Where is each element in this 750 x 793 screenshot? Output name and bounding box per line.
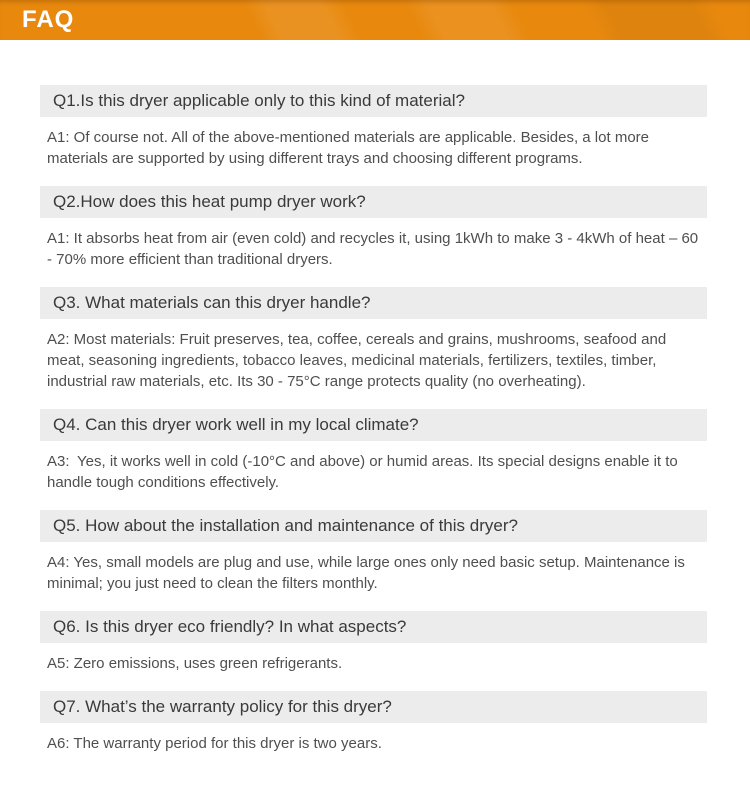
question-bar: Q6. Is this dryer eco friendly? In what aspects? xyxy=(40,611,707,643)
page-title: FAQ xyxy=(22,6,75,33)
question-bar: Q5. How about the installation and maintenance of this dryer? xyxy=(40,510,707,542)
faq-item-2 xyxy=(40,186,707,270)
faq-item-3 xyxy=(40,287,707,392)
faq-item-5 xyxy=(40,510,707,594)
faq-item-1 xyxy=(40,85,707,169)
answer-text: A4: Yes, small models are plug and use, while large ones only need basic setup. Maintenance is minimal; you just need to clean the filters monthly. xyxy=(47,554,685,592)
faq-banner xyxy=(0,0,750,40)
faq-item-7 xyxy=(40,691,707,754)
question-bar: Q2.How does this heat pump dryer work? xyxy=(40,186,707,218)
faq-list xyxy=(40,85,707,754)
answer-text: A5: Zero emissions, uses green refrigerants. xyxy=(47,655,343,672)
question-bar: Q7. What’s the warranty policy for this dryer? xyxy=(40,691,707,723)
answer-text: A6: The warranty period for this dryer is two years. xyxy=(47,735,382,752)
question-bar: Q1.Is this dryer applicable only to this kind of material? xyxy=(40,85,707,117)
question-bar: Q4. Can this dryer work well in my local climate? xyxy=(40,409,707,441)
answer-text: A1: It absorbs heat from air (even cold) and recycles it, using 1kWh to make 3 - 4kWh of heat – 60 - 70% more efficient than traditional dryers. xyxy=(47,230,699,268)
answer-text: A2: Most materials: Fruit preserves, tea, coffee, cereals and grains, mushrooms, seafood and meat, seasoning ingredients, tobacco leaves, medicinal materials, fertilizers, textiles, timber, industrial raw materials, etc. Its 30 - 75°C range protects quality (no overheating). xyxy=(47,331,667,390)
answer-text: A3: Yes, it works well in cold (-10°C and above) or humid areas. Its special designs enable it to handle tough conditions effectively. xyxy=(47,453,678,491)
answer-text: A1: Of course not. All of the above-mentioned materials are applicable. Besides, a lot more materials are supported by using different trays and choosing different programs. xyxy=(47,129,649,167)
question-bar: Q3. What materials can this dryer handle? xyxy=(40,287,707,319)
faq-item-6 xyxy=(40,611,707,674)
faq-item-4 xyxy=(40,409,707,493)
